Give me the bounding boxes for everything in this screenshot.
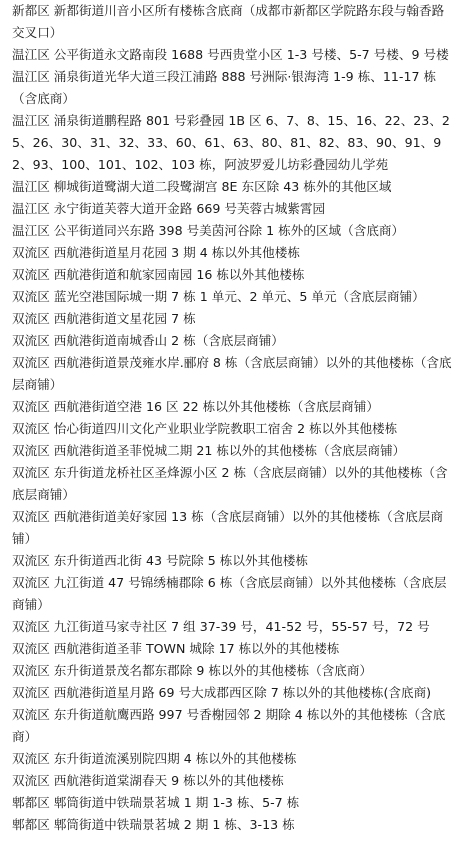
list-item: 双流区 西航港街道圣菲 TOWN 城除 17 栋以外的其他楼栋 — [12, 641, 340, 656]
list-item: 双流区 西航港街道和航家园南园 16 栋以外其他楼栋 — [12, 267, 305, 282]
list-item: 温江区 涌泉街道鹏程路 801 号彩叠园 1B 区 6、7、8、15、16、22、23、25、26、30、31、32、33、60、61、63、80、81、82、83、90、91、92、93、100、101、102、103 栋，阿波罗爱儿坊彩叠园幼儿学苑 — [12, 113, 450, 172]
list-item: 新都区 新都街道川音小区所有楼栋含底商（成都市新都区学院路东段与翰香路交叉口） — [12, 3, 445, 40]
list-item: 双流区 西航港街道棠湖春天 9 栋以外的其他楼栋 — [12, 773, 284, 788]
list-item: 双流区 东升街道西北街 43 号院除 5 栋以外其他楼栋 — [12, 553, 308, 568]
list-item: 双流区 蓝光空港国际城一期 7 栋 1 单元、2 单元、5 单元（含底层商铺） — [12, 289, 425, 304]
list-item: 双流区 西航港街道圣菲悦城二期 21 栋以外的其他楼栋（含底层商铺） — [12, 443, 406, 458]
list-item: 双流区 九江街道马家寺社区 7 组 37-39 号，41-52 号，55-57 号，72 号 — [12, 619, 430, 634]
list-item: 双流区 西航港街道空港 16 区 22 栋以外其他楼栋（含底层商铺） — [12, 399, 379, 414]
list-item: 温江区 永宁街道芙蓉大道开金路 669 号芙蓉古城紫霄园 — [12, 201, 326, 216]
list-item: 双流区 西航港街道星月花园 3 期 4 栋以外其他楼栋 — [12, 245, 300, 260]
list-item: 温江区 柳城街道鹭湖大道二段鹭湖宫 8E 东区除 43 栋外的其他区域 — [12, 179, 392, 194]
list-item: 双流区 西航港街道文星花园 7 栋 — [12, 311, 196, 326]
list-item: 温江区 公平街道永文路南段 1688 号西贵堂小区 1-3 号楼、5-7 号楼、9 号楼 — [12, 47, 449, 62]
list-item: 温江区 公平街道同兴东路 398 号美茵河谷除 1 栋外的区域（含底商） — [12, 223, 405, 238]
list-item: 郫都区 郫筒街道中铁瑞景茗城 2 期 1 栋、3-13 栋 — [12, 817, 295, 832]
list-item: 双流区 怡心街道四川文化产业职业学院教职工宿舍 2 栋以外其他楼栋 — [12, 421, 398, 436]
list-item: 双流区 东升街道流溪别院四期 4 栋以外的其他楼栋 — [12, 751, 297, 766]
list-item: 双流区 西航港街道美好家园 13 栋（含底层商铺）以外的其他楼栋（含底层商铺） — [12, 509, 444, 546]
list-item: 双流区 西航港街道南城香山 2 栋（含底层商铺） — [12, 333, 284, 348]
list-item: 双流区 东升街道龙桥社区圣烽源小区 2 栋（含底层商铺）以外的其他楼栋（含底层商铺） — [12, 465, 448, 502]
list-item: 双流区 东升街道景茂名都东郡除 9 栋以外的其他楼栋（含底商） — [12, 663, 373, 678]
list-item: 双流区 西航港街道星月路 69 号大成郡西区除 7 栋以外的其他楼栋(含底商) — [12, 685, 432, 700]
list-item: 温江区 涌泉街道光华大道三段江浦路 888 号洲际·银海湾 1-9 栋、11-17 栋（含底商） — [12, 69, 437, 106]
list-item: 双流区 九江街道 47 号锦绣楠郡除 6 栋（含底层商铺）以外其他楼栋（含底层商铺） — [12, 575, 447, 612]
list-item: 双流区 东升街道航鹰西路 997 号香榭园邻 2 期除 4 栋以外的其他楼栋（含底商） — [12, 707, 446, 744]
list-item: 双流区 西航港街道景茂雍水岸.郦府 8 栋（含底层商铺）以外的其他楼栋（含底层商铺） — [12, 355, 452, 392]
list-item: 郫都区 郫筒街道中铁瑞景茗城 1 期 1-3 栋、5-7 栋 — [12, 795, 300, 810]
